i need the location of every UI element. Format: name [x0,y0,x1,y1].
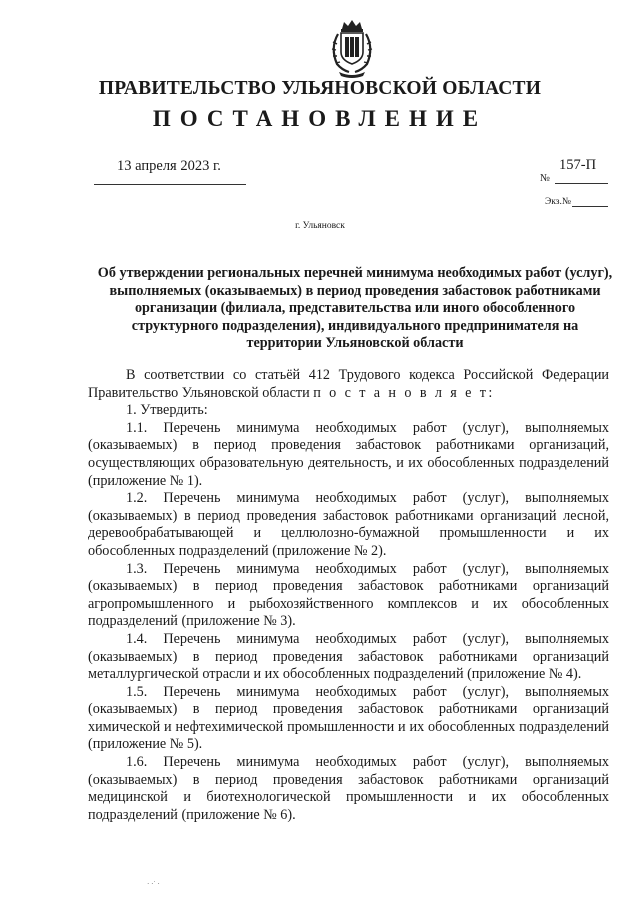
copy-number-underline [572,206,608,207]
scan-mark: · ·˙ · [147,880,160,888]
item-paragraph: 1.6. Перечень минимума необходимых работ (услуг), выполняемых (оказываемых) в период проведения забастовок работниками организаций медицинской и биотехнологической промышленности и их обособленных подразделений (приложение № 6). [88,754,609,823]
number-sign: № [540,173,551,184]
copy-number-label: Экз.№ [545,197,571,207]
intro-verb: п о с т а н о в л я е т: [313,384,495,401]
document-number: 157-П [559,157,597,173]
intro-text: В соответствии со статьёй 412 Трудового кодекса Российской Федерации Правительство Ульяновской области [88,367,609,401]
item-paragraph: 1.3. Перечень минимума необходимых работ (услуг), выполняемых (оказываемых) в период проведения забастовок работниками организаций агропромышленного и рыбохозяйственного комплексов и их обособленных подразделений (приложение № 3). [88,560,609,630]
item-paragraph: 1.1. Перечень минимума необходимых работ (услуг), выполняемых (оказываемых) в период проведения забастовок работниками организаций, осуществляющих образовательную деятельность, и их обособленных подразделений (приложение № 1). [88,419,609,489]
item-paragraph: 1. Утвердить: [126,402,208,419]
date-underline [94,184,246,185]
city: г. Ульяновск [295,221,345,231]
item-paragraph: 1.4. Перечень минимума необходимых работ (услуг), выполняемых (оказываемых) в период проведения забастовок работниками организаций металлургической отрасли и их обособленных подразделений (приложение № 4). [88,630,609,683]
document-type: ПОСТАНОВЛЕНИЕ [152,106,488,131]
item-paragraph: 1.5. Перечень минимума необходимых работ (услуг), выполняемых (оказываемых) в период проведения забастовок работниками организаций химической и нефтехимической промышленности и их обособленных подразделений (приложение № 5). [88,683,609,753]
document-heading: Об утверждении региональных перечней минимума необходимых работ (услуг), выполняемых (оказываемых) в период проведения забастовок работниками организации (филиала, представительства или иного обособленного структурного подразделения), индивидуального предпринимателя на территории Ульяновской области [97,265,613,352]
intro-paragraph [88,367,609,402]
document-date: 13 апреля 2023 г. [117,158,221,174]
coat-of-arms-emblem [327,18,377,80]
document-body [88,367,609,824]
government-title: ПРАВИТЕЛЬСТВО УЛЬЯНОВСКОЙ ОБЛАСТИ [98,78,542,99]
item-paragraph: 1.2. Перечень минимума необходимых работ (услуг), выполняемых (оказываемых) в период проведения забастовок работниками организаций лесной, деревообрабатывающей и целлюлозно-бумажной промышленности и их обособленных подразделений (приложение № 2). [88,490,609,559]
number-underline [555,183,608,184]
